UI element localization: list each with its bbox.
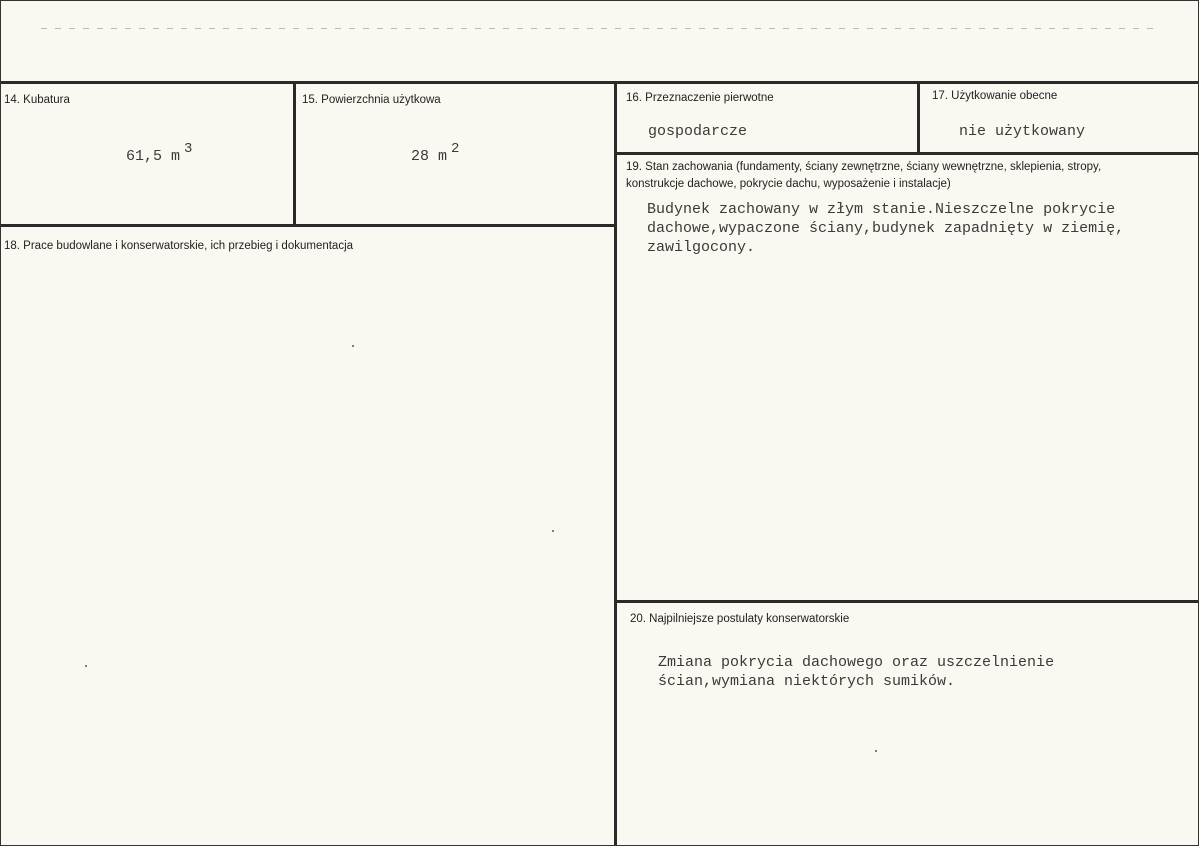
- paper-speck: [875, 750, 877, 752]
- rule-top: [1, 81, 1198, 84]
- field-16-value: gospodarcze: [648, 123, 748, 140]
- field-16-label: 16. Przeznaczenie pierwotne: [626, 92, 774, 104]
- field-20-value: Zmiana pokrycia dachowego oraz uszczelnienie ścian,wymiana niektórych sumików.: [658, 654, 1055, 690]
- field-14-value: [126, 141, 192, 165]
- rule-right-upper: [616, 152, 1198, 155]
- field-15-value-text: 28 m: [411, 148, 448, 165]
- field-19-label: 19. Stan zachowania (fundamenty, ściany zewnętrzne, ściany wewnętrzne, sklepienia, stropy, konstrukcje dachowe, pokrycie dachu, wyposażenie i instalacje): [626, 161, 1102, 190]
- field-17-label: 17. Użytkowanie obecne: [932, 90, 1058, 102]
- rule-v1: [293, 81, 296, 227]
- field-14-label: 14. Kubatura: [4, 94, 70, 106]
- field-19-value: Budynek zachowany w złym stanie.Nieszczelne pokrycie dachowe,wypaczone ściany,budynek zapadnięty w ziemię, zawilgocony.: [647, 201, 1125, 256]
- field-14-value-text: 61,5 m: [126, 148, 181, 165]
- field-17-value: nie użytkowany: [959, 123, 1086, 140]
- rule-v2: [614, 81, 617, 845]
- field-15-value: [411, 141, 459, 165]
- rule-v3: [917, 81, 920, 154]
- field-14-unit-exponent: 3: [184, 141, 193, 157]
- rule-left-mid: [1, 224, 616, 227]
- faint-top-line: [41, 28, 1161, 29]
- paper-speck: [352, 345, 354, 347]
- field-15-label: 15. Powierzchnia użytkowa: [302, 94, 441, 106]
- field-18-label: 18. Prace budowlane i konserwatorskie, ich przebieg i dokumentacja: [4, 240, 354, 252]
- field-15-unit-exponent: 2: [451, 141, 460, 157]
- paper-speck: [85, 665, 87, 667]
- paper-speck: [552, 530, 554, 532]
- field-20-label: 20. Najpilniejsze postulaty konserwatorskie: [630, 613, 850, 625]
- rule-right-lower: [616, 600, 1198, 603]
